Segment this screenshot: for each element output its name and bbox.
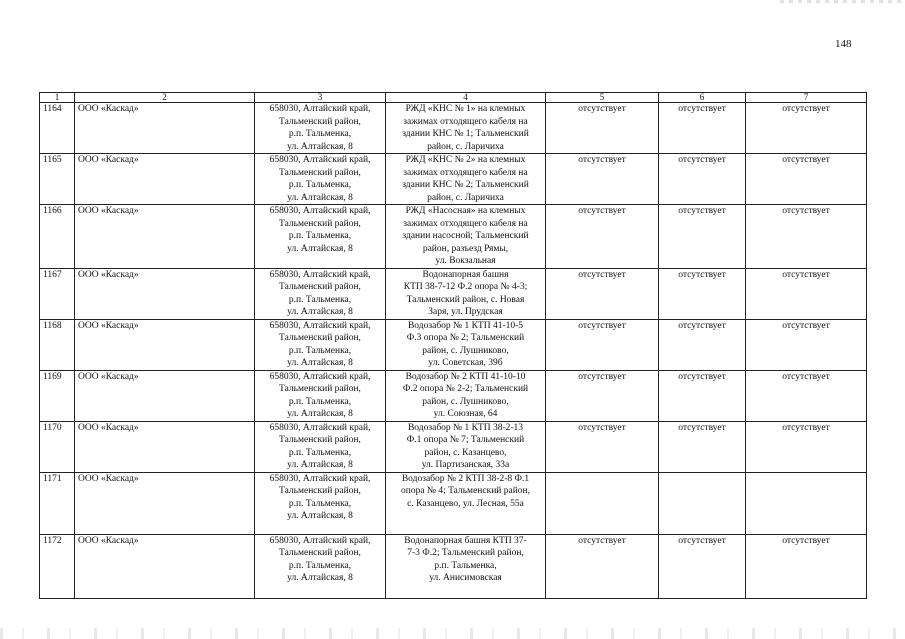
organization-address-line: ул. Алтайская, 8 [287,192,353,203]
organization-address-line: ул. Алтайская, 8 [287,141,353,152]
organization-address-line: 658030, Алтайский край, [269,422,371,433]
column-6-value: отсутствует [659,319,746,370]
object-location-line: Ф.1 опора № 7; Тальменский [406,435,525,445]
header-row [40,93,867,103]
object-location-line: зажимах отходящего кабеля на [403,116,528,127]
column-7-value: отсутствует [746,205,867,269]
table-row [40,534,867,598]
object-location [386,268,546,319]
organization-address-line: ул. Алтайская, 8 [287,573,353,583]
organization-address-line: ул. Алтайская, 8 [287,243,353,254]
object-location-line: РЖД «Насосная» на клемных [405,206,526,216]
object-location [386,205,546,269]
object-location-line: Заря, ул. Прудская [428,307,503,317]
object-location-line: с. Казанцево, ул. Лесная, 55а [407,498,524,509]
organization-address-line: Тальменский район, [279,333,361,343]
column-5-value: отсутствует [546,534,659,598]
row-number: 1170 [40,421,75,472]
organization-address-line: р.п. Тальменка, [288,396,352,407]
column-header-4: 4 [386,93,546,103]
scan-artifact-bottom [0,628,905,639]
row-number: 1165 [40,154,75,205]
object-location-line: ул. Вокзальная [435,256,496,266]
organization-address [255,154,386,205]
table-row [40,472,867,534]
column-header-6: 6 [659,93,746,103]
object-location-line: зажимах отходящего кабеля на [403,167,528,178]
object-location-line: Водонапорная башня [422,269,509,280]
object-location-line: здании насосной; Тальменский [402,231,529,241]
column-6-value: отсутствует [659,205,746,269]
organization-address [255,421,386,472]
organization-name: ООО «Каскад» [75,103,255,154]
object-location-line: 7-3 Ф.2; Тальменский район, [407,548,524,558]
organization-name: ООО «Каскад» [75,370,255,421]
object-location [386,421,546,472]
object-location [386,472,546,534]
organization-address [255,268,386,319]
organization-address-line: 658030, Алтайский край, [269,535,371,546]
object-location-line: Водозабор № 2 КТП 41-10-10 [405,371,526,382]
organization-address-line: р.п. Тальменка, [288,294,352,305]
organization-address-line: 658030, Алтайский край, [269,473,371,484]
organization-name: ООО «Каскад» [75,472,255,534]
column-6-value: отсутствует [659,154,746,205]
registry-table [39,92,867,599]
object-location-line: Водозабор № 2 КТП 38-2-8 Ф.1 [401,473,530,484]
object-location-line: здании КНС № 1; Тальменский [402,129,529,139]
organization-address-line: 658030, Алтайский край, [269,320,371,331]
organization-address [255,205,386,269]
object-location [386,370,546,421]
column-5-value: отсутствует [546,154,659,205]
organization-address [255,103,386,154]
column-5-value: отсутствует [546,268,659,319]
row-number: 1169 [40,370,75,421]
object-location-line: р.п. Тальменка, [434,560,497,571]
row-number: 1166 [40,205,75,269]
organization-address-line: Тальменский район, [279,282,361,292]
object-location-line: зажимах отходящего кабеля на [403,218,528,229]
row-number: 1167 [40,268,75,319]
organization-address-line: Тальменский район, [279,548,361,558]
organization-address-line: Тальменский район, [279,486,361,496]
organization-name: ООО «Каскад» [75,319,255,370]
organization-address-line: 658030, Алтайский край, [269,155,371,165]
object-location [386,103,546,154]
column-5-value: отсутствует [546,319,659,370]
row-number: 1164 [40,103,75,154]
organization-address-line: ул. Алтайская, 8 [287,511,353,521]
column-header-5: 5 [546,93,659,103]
organization-address-line: ул. Алтайская, 8 [287,460,353,470]
column-5-value: отсутствует [546,103,659,154]
organization-address-line: Тальменский район, [279,167,361,178]
column-7-value [746,472,867,534]
organization-name: ООО «Каскад» [75,205,255,269]
column-6-value: отсутствует [659,421,746,472]
organization-address-line: 658030, Алтайский край, [269,371,371,382]
column-7-value: отсутствует [746,370,867,421]
object-location-line: ул. Анисимовская [429,573,502,583]
organization-address [255,370,386,421]
organization-address [255,534,386,598]
object-location-line: РЖД «КНС № 1» на клемных [405,104,526,114]
scan-artifact-top [780,0,905,3]
organization-address-line: ул. Алтайская, 8 [287,307,353,317]
object-location [386,154,546,205]
table-row [40,154,867,205]
object-location-line: опора № 4; Тальменский район, [400,486,530,496]
organization-address-line: р.п. Тальменка, [288,129,352,139]
column-5-value: отсутствует [546,370,659,421]
object-location-line: Ф.2 опора № 2-2; Тальменский [402,384,529,394]
object-location-line: Ф.3 опора № 2; Тальменский [406,333,525,343]
object-location-line: ул. Партизанская, 33а [421,460,510,470]
organization-address [255,319,386,370]
organization-name: ООО «Каскад» [75,154,255,205]
column-7-value: отсутствует [746,421,867,472]
object-location-line: район, с. Ларичиха [427,141,504,152]
column-6-value: отсутствует [659,268,746,319]
object-location-line: ул. Союзная, 64 [433,409,498,419]
organization-address-line: р.п. Тальменка, [288,498,352,509]
column-5-value: отсутствует [546,421,659,472]
organization-address-line: Тальменский район, [279,435,361,445]
table-row [40,421,867,472]
page-number: 148 [835,38,852,50]
organization-address-line: р.п. Тальменка, [288,345,352,356]
row-number: 1172 [40,534,75,598]
column-7-value: отсутствует [746,154,867,205]
table-row [40,370,867,421]
column-header-3: 3 [255,93,386,103]
table-row [40,205,867,269]
organization-address-line: Тальменский район, [279,384,361,394]
organization-address-line: ул. Алтайская, 8 [287,358,353,368]
table-row [40,268,867,319]
organization-address-line: р.п. Тальменка, [288,560,352,571]
organization-address-line: Тальменский район, [279,218,361,229]
object-location-line: здании КНС № 2; Тальменский [402,180,529,190]
organization-address-line: Тальменский район, [279,116,361,127]
column-7-value: отсутствует [746,103,867,154]
organization-address-line: ул. Алтайская, 8 [287,409,353,419]
organization-address-line: р.п. Тальменка, [288,231,352,241]
organization-address-line: 658030, Алтайский край, [269,104,371,114]
column-7-value: отсутствует [746,534,867,598]
object-location-line: КТП 38-7-12 Ф.2 опора № 4-3; [403,282,528,292]
column-header-2: 2 [75,93,255,103]
object-location-line: район, с. Ларичиха [427,192,504,203]
organization-address-line: 658030, Алтайский край, [269,269,371,280]
table-row [40,103,867,154]
organization-address-line: р.п. Тальменка, [288,180,352,190]
object-location-line: ул. Советская, 39б [428,358,503,368]
object-location-line: район, с. Лушниково, [422,345,509,356]
column-header-1: 1 [40,93,75,103]
organization-address [255,472,386,534]
column-7-value: отсутствует [746,268,867,319]
column-6-value: отсутствует [659,103,746,154]
column-6-value [659,472,746,534]
table-body [40,103,867,599]
row-number: 1171 [40,472,75,534]
object-location-line: район, с. Казанцево, [424,447,507,458]
object-location-line: район, с. Лушниково, [422,396,509,407]
column-7-value: отсутствует [746,319,867,370]
object-location-line: Водозабор № 1 КТП 41-10-5 [407,320,524,331]
column-5-value [546,472,659,534]
organization-address-line: р.п. Тальменка, [288,447,352,458]
column-5-value: отсутствует [546,205,659,269]
object-location-line: РЖД «КНС № 2» на клемных [405,155,526,165]
organization-address-line: 658030, Алтайский край, [269,206,371,216]
object-location-line: Водонапорная башня КТП 37- [404,535,527,546]
column-header-7: 7 [746,93,867,103]
organization-name: ООО «Каскад» [75,268,255,319]
organization-name: ООО «Каскад» [75,421,255,472]
table-row [40,319,867,370]
object-location-line: Тальменский район, с. Новая [406,294,525,305]
object-location [386,319,546,370]
organization-name: ООО «Каскад» [75,534,255,598]
object-location-line: район, разъезд Рямы, [422,243,509,254]
row-number: 1168 [40,319,75,370]
object-location [386,534,546,598]
column-6-value: отсутствует [659,370,746,421]
column-6-value: отсутствует [659,534,746,598]
object-location-line: Водозабор № 1 КТП 38-2-13 [407,422,524,433]
